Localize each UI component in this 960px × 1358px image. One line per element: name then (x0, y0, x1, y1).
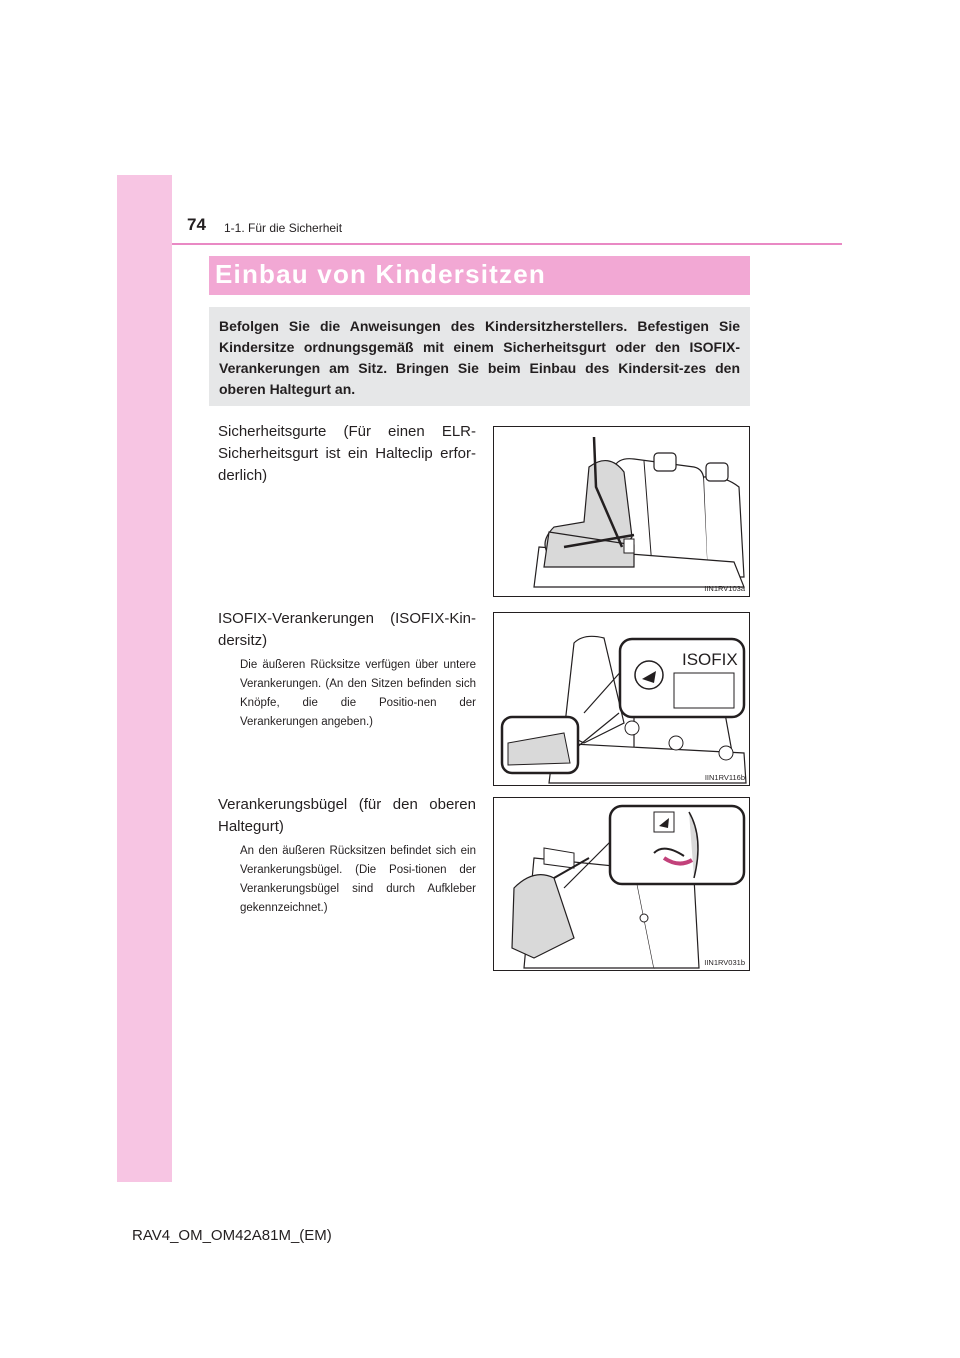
page-title: Einbau von Kindersitzen (215, 259, 546, 289)
footer-doc-id: RAV4_OM_OM42A81M_(EM) (132, 1227, 332, 1244)
section-label: 1-1. Für die Sicherheit (224, 221, 343, 235)
isofix-illustration (494, 613, 749, 785)
header-rule (172, 243, 842, 245)
figure-code: IIN1RV031b (704, 958, 745, 967)
figure-code: IIN1RV103a (704, 584, 745, 593)
item-heading-isofix: ISOFIX-Verankerungen (ISOFIX-Kin-dersitz) (218, 610, 476, 649)
figure-seatbelt-child-seat (493, 426, 750, 597)
figure-anchor-bracket (493, 797, 750, 971)
item-detail-anchor-bracket: An den äußeren Rücksitzen befindet sich ein Verankerungsbügel. (Die Posi-tionen der Verankerungsbügel sind durch Aufkleber gekennzeichnet.) (240, 845, 476, 914)
figure-isofix-anchors (493, 612, 750, 786)
side-tab-band (117, 175, 172, 1182)
intro-text: Befolgen Sie die Anweisungen des Kindersitzherstellers. Befestigen Sie Kindersitze ordnungsgemäß mit einem Sicherheitsgurt oder den ISOFIX-Verankerungen am Sitz. Bringen Sie beim Einbau des Kindersit-zes den oberen Haltegurt an. (219, 318, 740, 397)
page-number: 74 (187, 215, 206, 234)
item-heading-anchor-bracket: Verankerungsbügel (für den oberen Haltegurt) (218, 796, 476, 835)
anchor-illustration (494, 798, 749, 970)
isofix-label: ISOFIX (682, 650, 738, 669)
item-detail-isofix: Die äußeren Rücksitze verfügen über untere Verankerungen. (An den Sitzen befinden sich Knöpfe, die die Positio-nen der Verankerungen angeben.) (240, 659, 476, 728)
item-heading-seatbelt: Sicherheitsgurte (Für einen ELR-Sicherheitsgurt ist ein Halteclip erfor-derlich) (218, 423, 476, 484)
seat-illustration (494, 427, 749, 596)
figure-code: IIN1RV116b (704, 773, 745, 782)
